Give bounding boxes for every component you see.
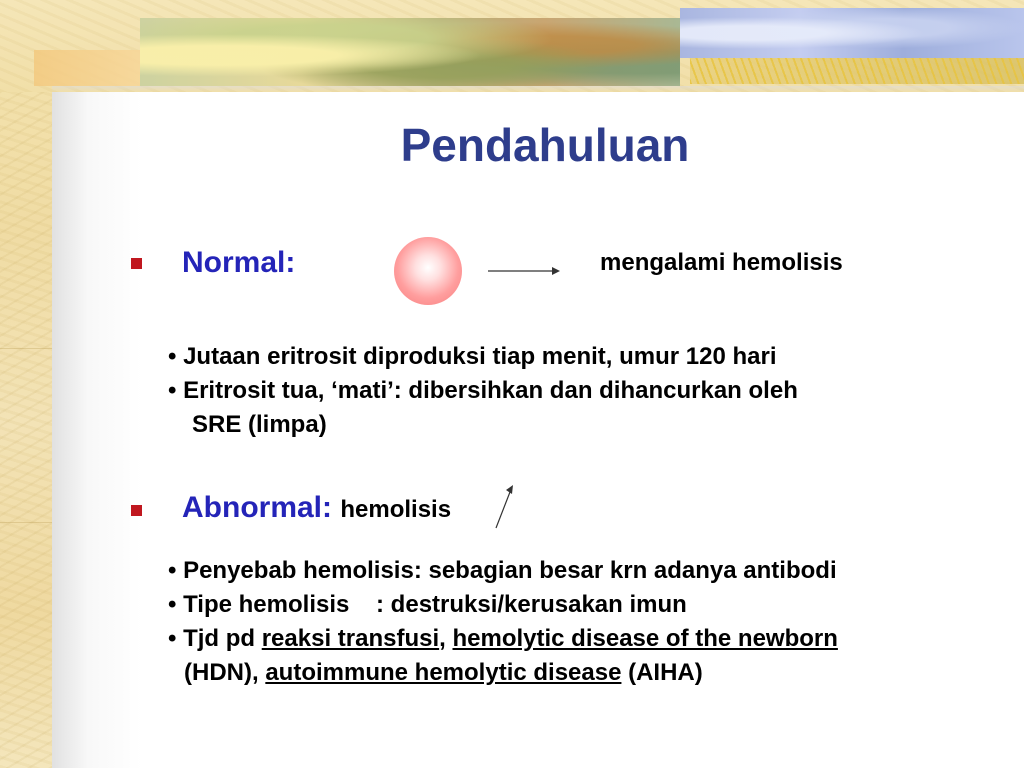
left-texture-strip (0, 0, 52, 768)
abnormal-note: hemolisis (340, 496, 452, 523)
normal-heading: Normal: (182, 246, 296, 279)
point-prefix: • Tjd pd (168, 625, 262, 652)
top-decorative-banner (0, 0, 1024, 92)
banner-leaf-painting (140, 18, 680, 86)
abnormal-label: Abnormal: (182, 491, 332, 524)
strip-seam (0, 348, 52, 349)
normal-point: • Eritrosit tua, ‘mati’: dibersihkan dan dihancurkan oleh (168, 377, 798, 404)
link-hemolytic-disease-newborn: hemolytic disease of the newborn (452, 625, 838, 652)
abnormal-point (168, 622, 838, 656)
banner-shadow (52, 86, 1024, 92)
point-suffix: (AIHA) (621, 659, 703, 686)
bullet-square-icon (131, 258, 142, 269)
banner-grass-strip (690, 58, 1024, 84)
banner-blue-painting (680, 8, 1024, 58)
abnormal-point: • Penyebab hemolisis: sebagian besar krn adanya antibodi (168, 557, 837, 584)
banner-peach-block (34, 50, 144, 86)
normal-point: • Jutaan eritrosit diproduksi tiap menit, umur 120 hari (168, 343, 777, 370)
arrow-up-icon (490, 484, 516, 530)
point-prefix: (HDN), (184, 659, 266, 686)
point-separator: , (439, 625, 453, 652)
red-blood-cell-icon (394, 237, 462, 305)
strip-seam (0, 522, 52, 523)
abnormal-heading (182, 491, 451, 525)
arrow-right-icon (488, 263, 560, 279)
normal-point: SRE (limpa) (192, 411, 327, 438)
link-reaksi-transfusi: reaksi transfusi (261, 625, 440, 652)
normal-result-text: mengalami hemolisis (600, 249, 843, 276)
bullet-square-icon (131, 505, 142, 516)
link-autoimmune-hemolytic-disease: autoimmune hemolytic disease (265, 659, 622, 686)
left-shadow (52, 86, 142, 768)
abnormal-point: • Tipe hemolisis : destruksi/kerusakan imun (168, 591, 687, 618)
abnormal-point-continued (184, 656, 703, 690)
slide-title: Pendahuluan (400, 119, 690, 171)
